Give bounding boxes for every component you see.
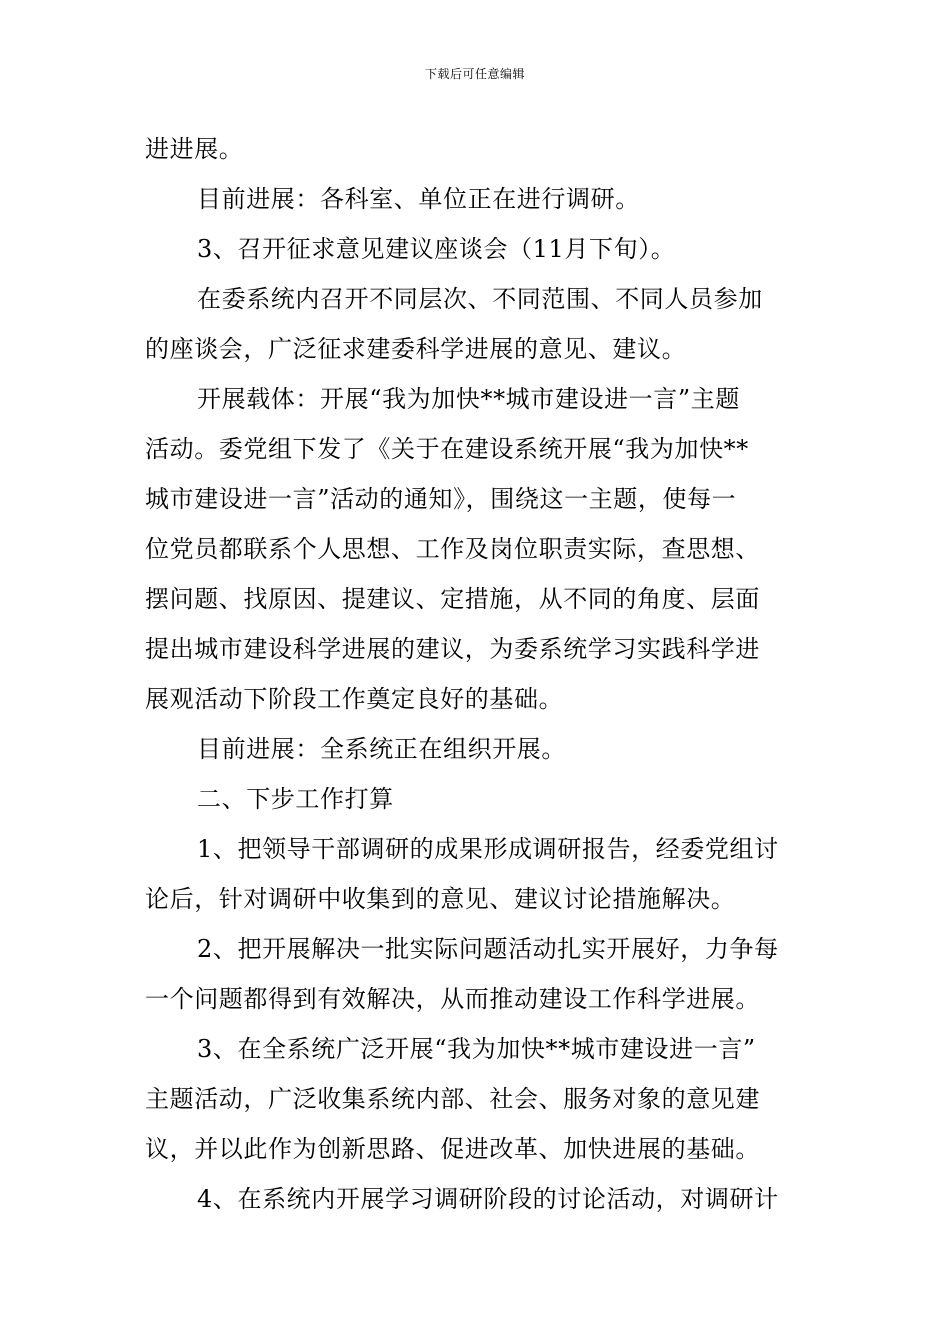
text-line: 展观活动下阶段工作奠定良好的基础。 <box>145 685 564 713</box>
text-line: 的座谈会，广泛征求建委科学进展的意见、建议。 <box>145 335 687 363</box>
text-line: 摆问题、找原因、提建议、定措施，从不同的角度、层面 <box>145 585 760 613</box>
text-line: 2、把开展解决一批实际问题活动扎实开展好，力争每 <box>197 935 779 963</box>
section-heading: 二、下步工作打算 <box>197 785 394 813</box>
text-line: 开展载体：开展“我为加快**城市建设进一言”主题 <box>197 385 740 413</box>
text-line: 一个问题都得到有效解决，从而推动建设工作科学进展。 <box>145 985 760 1013</box>
page-header: 下载后可任意编辑 <box>424 67 525 81</box>
text-line: 3、召开征求意见建议座谈会（11月下旬）。 <box>197 235 676 263</box>
text-line: 目前进展：全系统正在组织开展。 <box>197 735 566 763</box>
text-line: 主题活动，广泛收集系统内部、社会、服务对象的意见建 <box>145 1085 760 1113</box>
text-line: 进进展。 <box>145 135 244 163</box>
text-line: 位党员都联系个人思想、工作及岗位职责实际，查思想、 <box>145 535 760 563</box>
text-line: 提出城市建设科学进展的建议，为委系统学习实践科学进 <box>145 635 760 663</box>
text-line: 在委系统内召开不同层次、不同范围、不同人员参加 <box>197 285 763 313</box>
text-line: 目前进展：各科室、单位正在进行调研。 <box>197 185 640 213</box>
text-line: 3、在全系统广泛开展“我为加快**城市建设进一言” <box>197 1035 756 1063</box>
text-line: 4、在系统内开展学习调研阶段的讨论活动，对调研计 <box>197 1185 779 1213</box>
text-line: 活动。委党组下发了《关于在建设系统开展“我为加快** <box>145 435 749 463</box>
text-line: 议，并以此作为创新思路、促进改革、加快进展的基础。 <box>145 1135 760 1163</box>
text-line: 论后，针对调研中收集到的意见、建议讨论措施解决。 <box>145 885 736 913</box>
text-line: 1、把领导干部调研的成果形成调研报告，经委党组讨 <box>197 835 779 863</box>
text-line: 城市建设进一言”活动的通知》，围绕这一主题，使每一 <box>145 485 737 513</box>
document-body <box>145 124 815 1224</box>
